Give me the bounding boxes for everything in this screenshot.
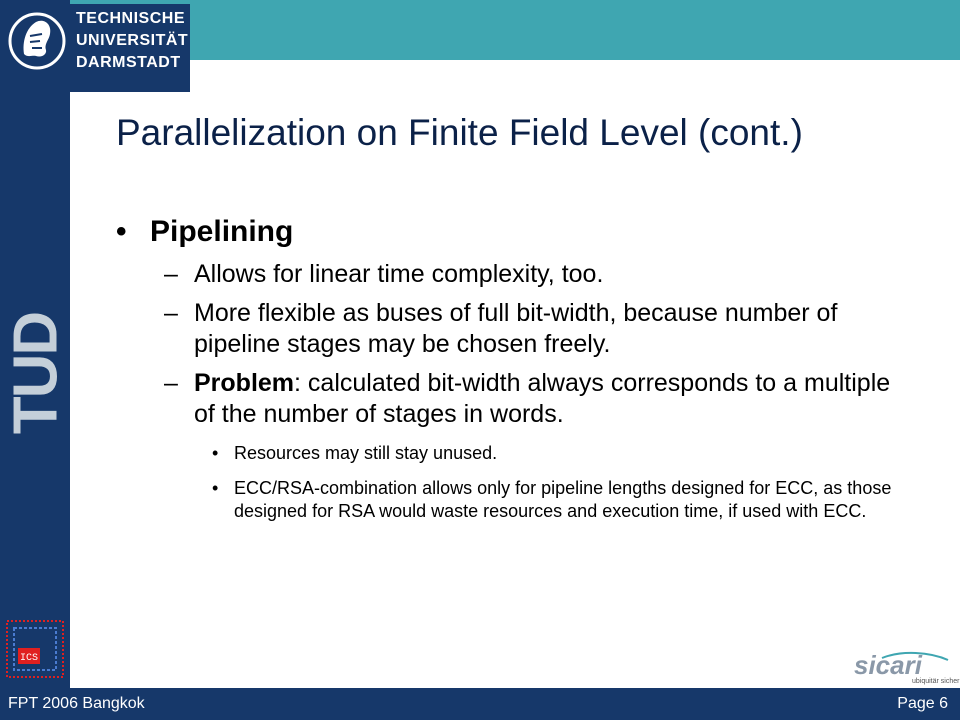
small-bullet-marker: • xyxy=(212,443,219,463)
dash-marker: – xyxy=(164,299,178,327)
sicari-logo-text: sicari xyxy=(854,650,922,680)
sicari-tagline: ubiquitär sicher xyxy=(912,678,960,685)
detail-item-2-text: ECC/RSA-combination allows only for pipeline lengths designed for ECC, as those designed for RSA would waste resources and execution time, if used with ECC. xyxy=(234,478,892,521)
sub-item-2-text: More flexible as buses of full bit-width, because number of pipeline stages may be chosen freely. xyxy=(194,299,838,358)
slide-title: Parallelization on Finite Field Level (cont.) xyxy=(116,112,803,153)
bullet-marker: • xyxy=(116,215,127,248)
footer-page-number: Page 6 xyxy=(897,695,948,712)
dash-marker: – xyxy=(164,369,178,397)
dash-marker: – xyxy=(164,260,178,288)
sub-item-3 xyxy=(164,368,916,430)
bullet-pipelining-label: Pipelining xyxy=(150,215,294,248)
small-bullet-marker: • xyxy=(212,478,219,498)
university-line-3: DARMSTADT xyxy=(76,54,181,71)
tud-side-logo: TUD xyxy=(1,312,71,435)
athena-seal-icon xyxy=(6,6,68,76)
detail-item-2 xyxy=(212,477,916,523)
university-name xyxy=(76,8,188,74)
sub-item-1-text: Allows for linear time complexity, too. xyxy=(194,260,604,288)
sub-item-2 xyxy=(164,298,916,360)
ics-logo-icon xyxy=(6,620,64,678)
university-line-2: UNIVERSITÄT xyxy=(76,32,189,49)
top-band xyxy=(190,0,960,60)
detail-item-1-text: Resources may still stay unused. xyxy=(234,443,498,463)
problem-label: Problem xyxy=(194,369,295,397)
sicari-logo-icon xyxy=(852,650,960,686)
logo-divider xyxy=(70,0,190,4)
bullet-pipelining xyxy=(116,215,916,249)
detail-item-1 xyxy=(212,442,916,465)
footer-event: FPT 2006 Bangkok xyxy=(8,695,145,712)
ics-logo-label: ICS xyxy=(19,653,39,664)
university-line-1: TECHNISCHE xyxy=(76,10,186,27)
sub-item-3-body xyxy=(194,368,916,430)
sub-item-3-text: : calculated bit-width always corresponds to a multiple of the number of stages in words. xyxy=(194,369,891,428)
sub-item-1 xyxy=(164,259,916,290)
slide-content xyxy=(116,215,916,523)
footer-bar xyxy=(0,688,960,720)
